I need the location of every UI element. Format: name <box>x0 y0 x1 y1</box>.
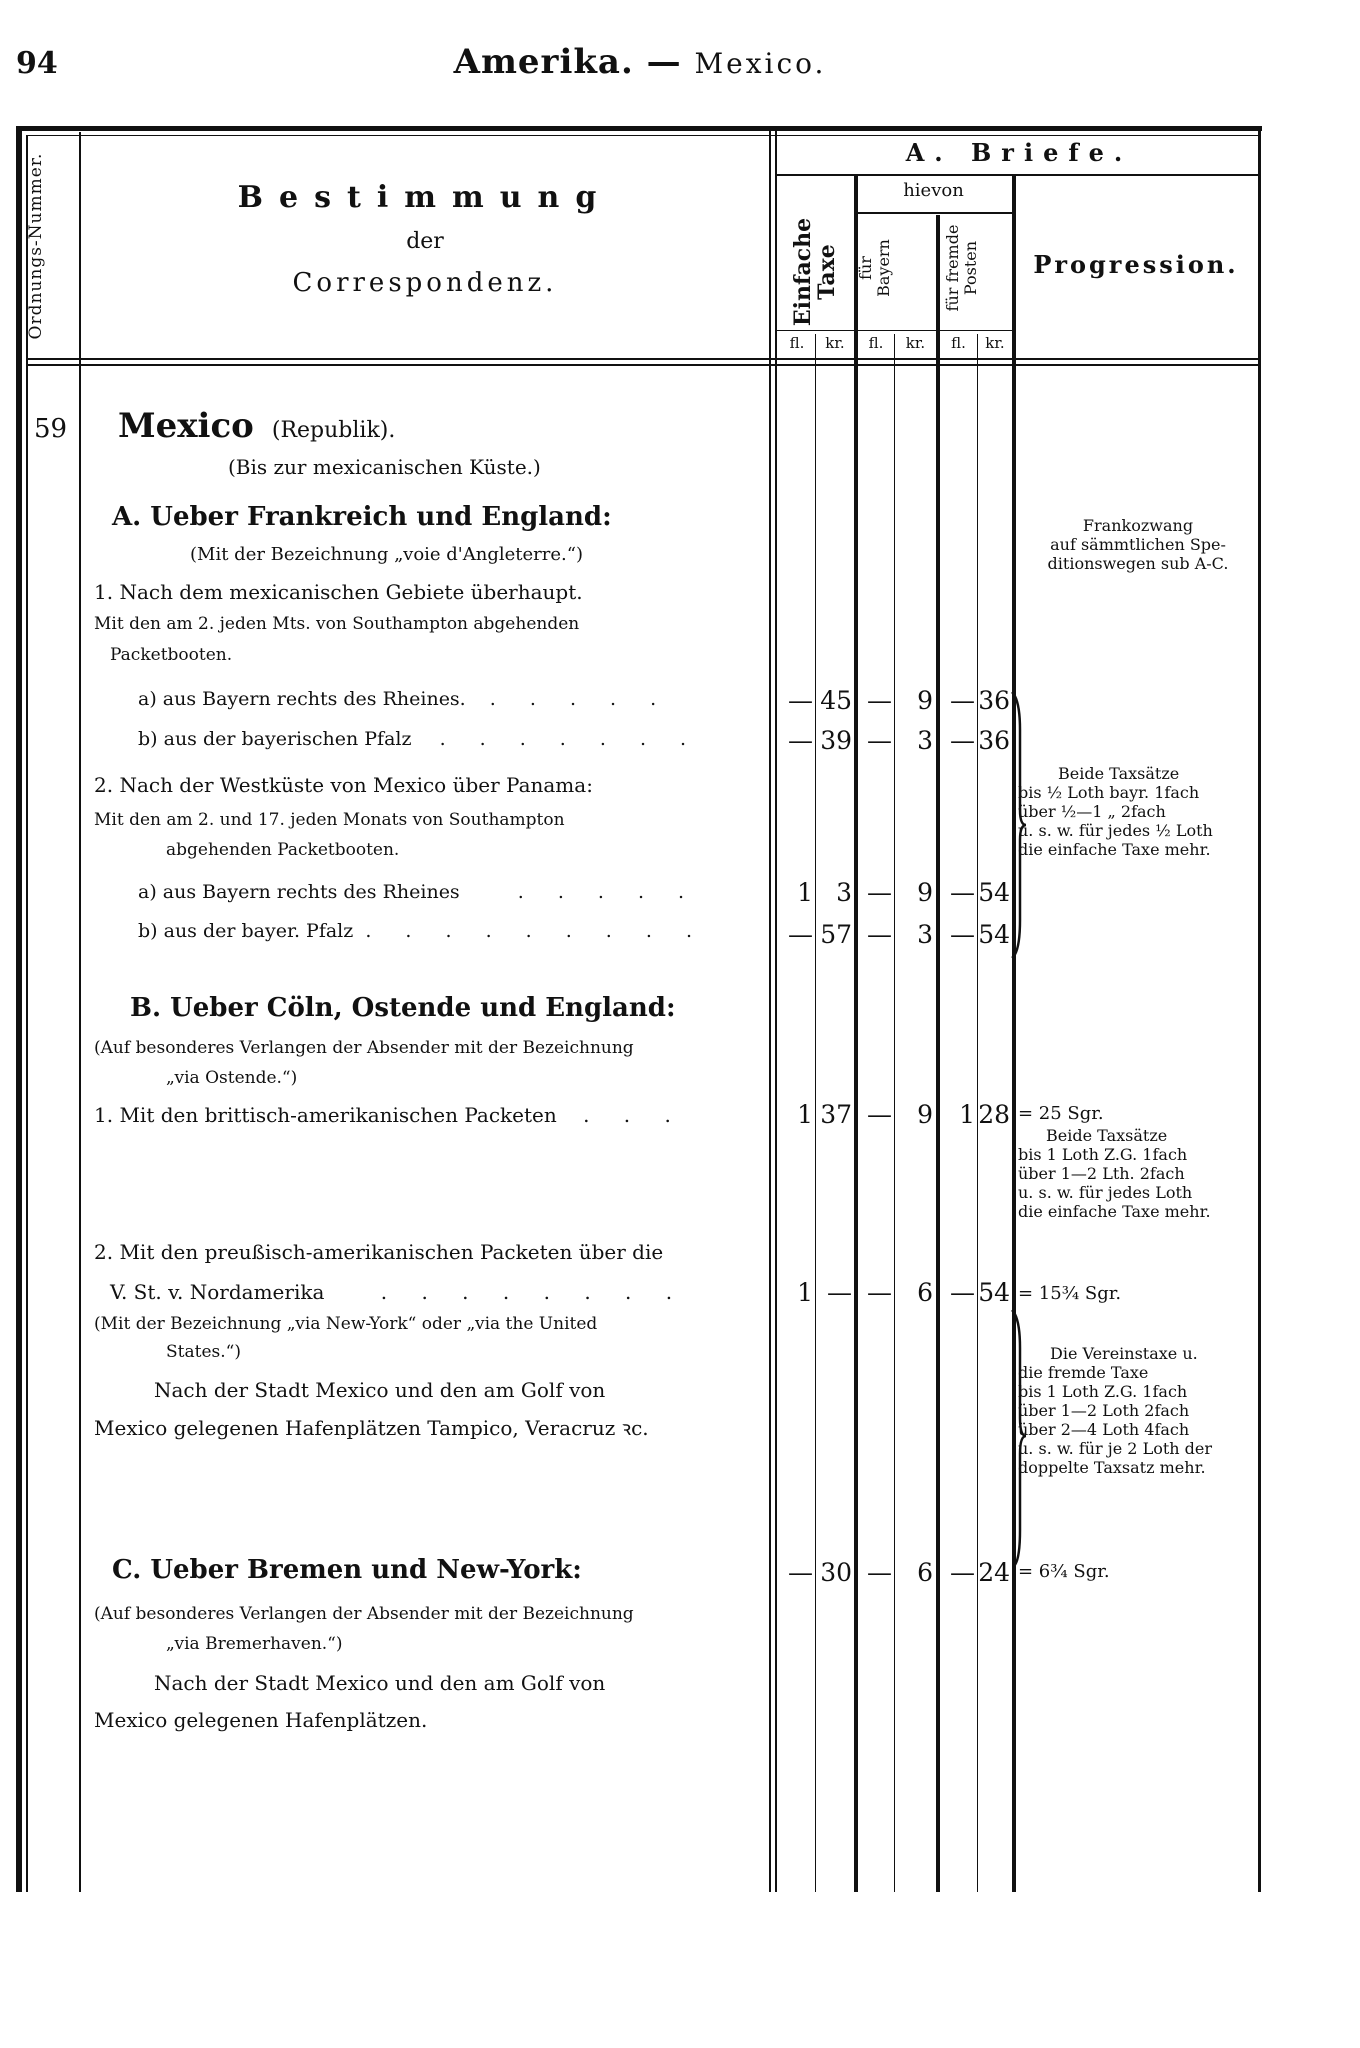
header-bottom-rule <box>26 358 1258 360</box>
progression-b2 <box>1018 1344 1258 1477</box>
leader-dots: . . . <box>583 1103 685 1127</box>
leader-dots: . . . . . <box>489 688 671 710</box>
cell-bayern-fl: — <box>867 726 892 755</box>
title-separator: — <box>646 42 682 82</box>
progression-line: über 1—2 Loth 2fach <box>1018 1401 1190 1420</box>
top-rule <box>16 126 1262 131</box>
progression-frankozwang <box>1018 516 1258 573</box>
header-bestimmung-line1: Bestimmung <box>237 180 613 215</box>
progression-line: u. s. w. für je 2 Loth der <box>1018 1439 1213 1458</box>
progression-line: ditionswegen sub A-C. <box>1047 554 1229 573</box>
cell-einfache-kr: 37 <box>820 1100 852 1129</box>
cell-bayern-fl: — <box>867 1278 892 1307</box>
cell-bayern-fl: — <box>867 1558 892 1587</box>
progression-line: bis 1 Loth Z.G. 1fach <box>1018 1382 1188 1401</box>
progression-line: die fremde Taxe <box>1018 1363 1149 1382</box>
cell-einfache-kr: 45 <box>820 686 852 715</box>
header-bestimmung-line3: Correspondenz. <box>292 268 558 298</box>
section-b-note1: (Auf besonderes Verlangen der Absender mit der Bezeichnung <box>94 1038 634 1058</box>
progression-line: Beide Taxsätze <box>1046 1126 1168 1145</box>
cell-einfache-fl: — <box>788 920 813 949</box>
cell-fremde-kr: 54 <box>978 920 1010 949</box>
cell-fremde-kr: 36 <box>978 726 1010 755</box>
header-einfache-taxe <box>791 192 839 352</box>
equiv-b2: = 15¾ Sgr. <box>1018 1283 1122 1304</box>
col-rule-einfache <box>854 176 858 1892</box>
row-a2b-label <box>138 920 706 942</box>
section-c-dest2: Mexico gelegenen Hafenplätzen. <box>94 1708 428 1732</box>
cell-bayern-kr: 3 <box>917 726 933 755</box>
progression-line: u. s. w. für jedes Loth <box>1018 1183 1193 1202</box>
cell-einfache-kr: — <box>827 1278 852 1307</box>
cell-bayern-fl: — <box>867 878 892 907</box>
header-fremde-line1: für fremde <box>943 224 962 312</box>
unit-fl: fl. <box>868 334 884 352</box>
header-fremde-line2: Posten <box>961 240 980 296</box>
cell-fremde-fl: — <box>950 920 975 949</box>
cell-einfache-fl: 1 <box>797 1278 813 1307</box>
page-number: 94 <box>16 46 58 81</box>
progression-line: doppelte Taxsatz mehr. <box>1018 1458 1206 1477</box>
section-b-title: B. Ueber Cöln, Ostende und England: <box>130 993 676 1023</box>
progression-line: die einfache Taxe mehr. <box>1018 1202 1211 1221</box>
cell-fremde-kr: 28 <box>978 1100 1010 1129</box>
col-rule-desc-a <box>769 126 771 1892</box>
leader-dots: . . . . . . . . . <box>365 920 707 942</box>
cell-fremde-kr: 24 <box>978 1558 1010 1587</box>
cell-fremde-fl: — <box>950 726 975 755</box>
progression-line: über ½—1 „ 2fach <box>1018 802 1166 821</box>
section-a-item1-title: 1. Nach dem mexicanischen Gebiete überhaupt. <box>94 580 583 604</box>
cell-fremde-fl: — <box>950 1278 975 1307</box>
equiv-b1: = 25 Sgr. <box>1018 1103 1104 1124</box>
cell-bayern-kr: 3 <box>917 920 933 949</box>
cell-bayern-kr: 9 <box>917 878 933 907</box>
unit-kr: kr. <box>905 334 926 352</box>
row-label: V. St. v. Nordamerika <box>110 1280 325 1304</box>
cell-bayern-kr: 6 <box>917 1278 933 1307</box>
progression-b1 <box>1018 1126 1258 1221</box>
cell-bayern-kr: 9 <box>917 1100 933 1129</box>
progression-a <box>1018 764 1258 859</box>
header-bottom-rule-2 <box>26 364 1258 366</box>
cell-bayern-fl: — <box>867 1100 892 1129</box>
section-c-note2: „via Bremerhaven.“) <box>166 1634 343 1654</box>
section-b2-dest1: Nach der Stadt Mexico und den am Golf von <box>154 1378 606 1402</box>
header-bayern-line2: Bayern <box>874 239 893 297</box>
section-b-note2: „via Ostende.“) <box>166 1068 298 1088</box>
section-b2-note2: States.“) <box>166 1342 241 1362</box>
section-a-item2-note2: abgehenden Packetbooten. <box>166 840 400 860</box>
cell-fremde-kr: 54 <box>978 878 1010 907</box>
col-rule-fremde <box>1012 176 1016 1892</box>
right-rule <box>1258 126 1261 1892</box>
progression-line: bis ½ Loth bayr. 1fach <box>1018 783 1200 802</box>
row-a2a-label <box>138 881 698 903</box>
section-a-item1-note1: Mit den am 2. jeden Mts. von Southampton abgehenden <box>94 614 580 634</box>
progression-line: u. s. w. für jedes ½ Loth <box>1018 821 1213 840</box>
row-b1-label <box>94 1103 685 1127</box>
row-rule-hievon <box>856 212 1012 214</box>
unit-fl: fl. <box>951 334 966 352</box>
col-rule-bayern <box>936 215 940 1892</box>
cell-einfache-fl: — <box>788 726 813 755</box>
cell-fremde-fl: — <box>950 686 975 715</box>
leader-dots: . . . . . <box>517 881 699 903</box>
cell-einfache-fl: — <box>788 1558 813 1587</box>
progression-line: bis 1 Loth Z.G. 1fach <box>1018 1145 1188 1164</box>
header-bayern-line1: für <box>856 256 875 280</box>
leader-dots: . . . . . . . . <box>380 1280 687 1304</box>
header-bestimmung <box>80 180 770 298</box>
section-b2-note1: (Mit der Bezeichnung „via New-York“ oder „via the United <box>94 1314 598 1334</box>
equiv-c: = 6¾ Sgr. <box>1018 1561 1110 1582</box>
cell-fremde-fl: — <box>950 878 975 907</box>
progression-line: Frankozwang <box>1082 516 1194 535</box>
header-bestimmung-line2: der <box>406 229 444 254</box>
outer-left-rule <box>16 126 22 1892</box>
section-c-title: C. Ueber Bremen und New-York: <box>112 1555 582 1585</box>
row-b2-line1: 2. Mit den preußisch-amerikanischen Packeten über die <box>94 1240 664 1264</box>
unit-kr: kr. <box>825 334 845 352</box>
unit-kr: kr. <box>985 334 1005 352</box>
section-a-item1-note2: Packetbooten. <box>110 645 233 665</box>
cell-bayern-fl: — <box>867 686 892 715</box>
entry-number: 59 <box>34 414 68 444</box>
col-rule-number <box>79 132 81 1892</box>
unit-fl: fl. <box>789 334 805 352</box>
cell-einfache-fl: — <box>788 686 813 715</box>
progression-line: Die Vereinstaxe u. <box>1050 1344 1198 1363</box>
entry-heading <box>118 406 395 446</box>
page-title <box>430 42 850 82</box>
inner-left-rule <box>26 135 28 1892</box>
row-b2-line2 <box>110 1280 686 1304</box>
row-label: b) aus der bayerischen Pfalz <box>138 728 412 750</box>
header-einfache-line2: Taxe <box>814 244 840 300</box>
title-main: Amerika. <box>453 42 634 82</box>
cell-fremde-fl: — <box>950 1558 975 1587</box>
progression-line: auf sämmtlichen Spe- <box>1050 535 1226 554</box>
cell-einfache-kr: 3 <box>836 878 852 907</box>
row-rule-briefe <box>777 174 1259 176</box>
col-rule-desc-b <box>775 126 777 1892</box>
section-c-note1: (Auf besonderes Verlangen der Absender mit der Bezeichnung <box>94 1604 634 1624</box>
entry-country: Mexico <box>118 406 254 446</box>
cell-fremde-kr: 36 <box>978 686 1010 715</box>
cell-fremde-kr: 54 <box>978 1278 1010 1307</box>
cell-bayern-kr: 9 <box>917 686 933 715</box>
header-briefe: A. Briefe. <box>905 138 1133 167</box>
header-fuer-fremde-posten <box>944 210 980 326</box>
cell-bayern-kr: 6 <box>917 1558 933 1587</box>
header-progression: Progression. <box>1033 250 1239 279</box>
section-a-item2-note1: Mit den am 2. und 17. jeden Monats von Southampton <box>94 810 565 830</box>
row-label: a) aus Bayern rechts des Rheines. <box>138 688 466 710</box>
section-a-note: (Mit der Bezeichnung „voie d'Angleterre.“) <box>190 544 583 565</box>
row-label: a) aus Bayern rechts des Rheines <box>138 881 460 903</box>
header-ordnungs-nummer: Ordnungs-Nummer. <box>26 152 46 340</box>
progression-line: die einfache Taxe mehr. <box>1018 840 1211 859</box>
progression-line: über 2—4 Loth 4fach <box>1018 1420 1190 1439</box>
cell-bayern-fl: — <box>867 920 892 949</box>
cell-einfache-fl: 1 <box>797 1100 813 1129</box>
leader-dots: . . . . . . . <box>439 728 701 750</box>
entry-range: (Bis zur mexicanischen Küste.) <box>228 455 541 479</box>
cell-einfache-kr: 30 <box>820 1558 852 1587</box>
cell-fremde-fl: 1 <box>959 1100 975 1129</box>
cell-einfache-fl: 1 <box>797 878 813 907</box>
header-fuer-bayern <box>857 218 893 318</box>
row-label: b) aus der bayer. Pfalz <box>138 920 354 942</box>
progression-line: Beide Taxsätze <box>1058 764 1180 783</box>
row-a1a-label <box>138 688 670 710</box>
row-label: 1. Mit den brittisch-amerikanischen Packeten <box>94 1103 557 1127</box>
row-a1b-label <box>138 728 700 750</box>
section-c-dest1: Nach der Stadt Mexico und den am Golf von <box>154 1671 606 1695</box>
section-a-item2-title: 2. Nach der Westküste von Mexico über Panama: <box>94 773 593 797</box>
top-rule-inner <box>26 135 1258 136</box>
title-sub: Mexico. <box>694 47 827 80</box>
progression-line: über 1—2 Lth. 2fach <box>1018 1164 1185 1183</box>
cell-einfache-kr: 57 <box>820 920 852 949</box>
cell-einfache-kr: 39 <box>820 726 852 755</box>
section-b2-dest2: Mexico gelegenen Hafenplätzen Tampico, Veracruz ꝛc. <box>94 1416 649 1440</box>
entry-country-note: (Republik). <box>271 418 396 443</box>
header-hievon: hievon <box>903 180 964 201</box>
header-einfache-line1: Einfache <box>790 217 816 327</box>
section-a-title: A. Ueber Frankreich und England: <box>112 502 612 532</box>
